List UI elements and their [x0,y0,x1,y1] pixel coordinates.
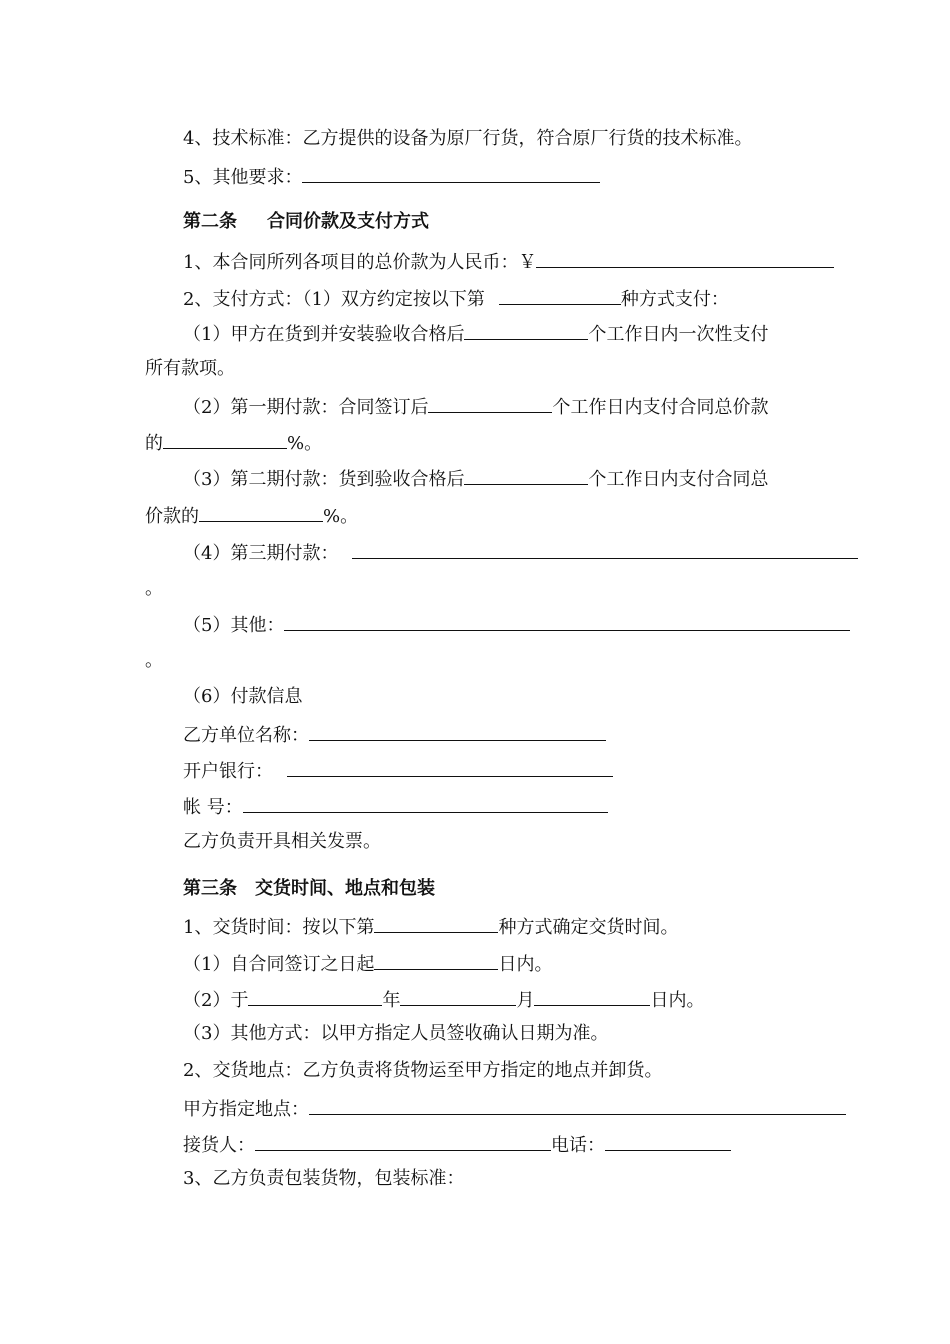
option-3-days-blank[interactable] [464,466,588,485]
section-3-heading [183,877,435,901]
other-requirements-label: 5、其他要求： [183,167,303,188]
option-1-days-blank[interactable] [464,321,588,340]
option-3-label: （3）第二期付款：货到验收合格后 [183,469,465,490]
packaging-line: 3、乙方负责包装货物，包装标准： [183,1168,465,1189]
option-3-continuation [145,503,358,529]
total-price-line [183,249,834,275]
invoice-line: 乙方负责开具相关发票。 [183,831,381,852]
option-1-continuation: 所有款项。 [145,358,235,379]
other-requirements-blank[interactable] [302,164,600,183]
bank-label: 开户银行： [183,761,273,782]
delivery-time-line [183,914,678,940]
delivery-option-2 [183,987,704,1013]
delivery-time-suffix: 种方式确定交货时间。 [498,917,679,938]
delivery-time-label: 1、交货时间：按以下第 [183,917,375,938]
delivery-month-blank[interactable] [400,987,516,1006]
option-2-continuation [145,430,322,456]
receiver-line [183,1132,731,1158]
delivery-option-1-suffix: 日内。 [498,954,553,975]
section-2-title: 合同价款及支付方式 [267,211,429,232]
option-4-label: （4）第三期付款： [183,543,339,564]
option-2-days-blank[interactable] [428,394,552,413]
phone-blank[interactable] [605,1132,731,1151]
receiver-label: 接货人： [183,1135,255,1156]
delivery-days-blank[interactable] [374,951,498,970]
bank-line [183,758,613,784]
delivery-place-line: 2、交货地点：乙方负责将货物运至甲方指定的地点并卸货。 [183,1060,663,1081]
phone-label: 电话： [551,1135,605,1156]
payee-name-label: 乙方单位名称： [183,725,309,746]
delivery-option-3: （3）其他方式：以甲方指定人员签收确认日期为准。 [183,1023,609,1044]
payment-method-label: 2、支付方式：（1）双方约定按以下第 [183,289,485,310]
option-1-label: （1）甲方在货到并安装验收合格后 [183,324,465,345]
option-3-percent-blank[interactable] [199,503,323,522]
payment-method-line [183,286,729,312]
delivery-day-blank[interactable] [534,987,650,1006]
option-2-percent-sign: %。 [287,433,323,454]
option-2-label: （2）第一期付款：合同签订后 [183,397,429,418]
account-blank[interactable] [243,794,608,813]
account-line [183,794,608,820]
option-4-line [183,540,858,566]
payee-name-line [183,722,606,748]
option-4-blank[interactable] [352,540,858,559]
month-label: 月 [516,990,535,1011]
option-2-suffix: 个工作日内支付合同总价款 [552,397,769,418]
delivery-option-1-label: （1）自合同签订之日起 [183,954,375,975]
payment-method-blank[interactable] [499,286,621,305]
option-2-percent-blank[interactable] [163,430,287,449]
section-3-number: 第三条 [183,878,237,899]
designated-place-blank[interactable] [309,1096,846,1115]
option-1-line [183,321,768,347]
designated-place-label: 甲方指定地点： [183,1099,309,1120]
option-5-line [183,612,850,638]
option-5-period: 。 [145,650,163,671]
total-price-blank[interactable] [536,249,834,268]
option-3-suffix: 个工作日内支付合同总 [588,469,769,490]
receiver-blank[interactable] [255,1132,551,1151]
delivery-option-2-label: （2）于 [183,990,249,1011]
designated-place-line [183,1096,846,1122]
day-suffix: 日内。 [650,990,705,1011]
delivery-option-1 [183,951,552,977]
year-label: 年 [382,990,401,1011]
other-requirements-line [183,164,600,190]
section-2-heading [183,210,429,234]
account-label: 帐 号： [183,797,243,818]
option-3-line [183,466,768,492]
delivery-method-blank[interactable] [374,914,498,933]
option-4-period: 。 [145,578,163,599]
bank-blank[interactable] [287,758,613,777]
option-2-cont-label: 的 [145,433,163,454]
option-2-line [183,394,768,420]
section-2-number: 第二条 [183,211,237,232]
option-3-cont-label: 价款的 [145,506,199,527]
option-5-blank[interactable] [284,612,850,631]
section-3-title: 交货时间、地点和包装 [255,878,435,899]
payee-name-blank[interactable] [309,722,606,741]
total-price-label: 1、本合同所列各项目的总价款为人民币：￥ [183,252,537,273]
option-1-suffix: 个工作日内一次性支付 [588,324,769,345]
payment-info-heading: （6）付款信息 [183,686,303,707]
option-3-percent-sign: %。 [323,506,359,527]
tech-standard-line: 4、技术标准：乙方提供的设备为原厂行货，符合原厂行货的技术标准。 [183,128,753,149]
payment-method-suffix: 种方式支付： [620,289,729,310]
option-5-label: （5）其他： [183,615,285,636]
delivery-year-blank[interactable] [248,987,382,1006]
